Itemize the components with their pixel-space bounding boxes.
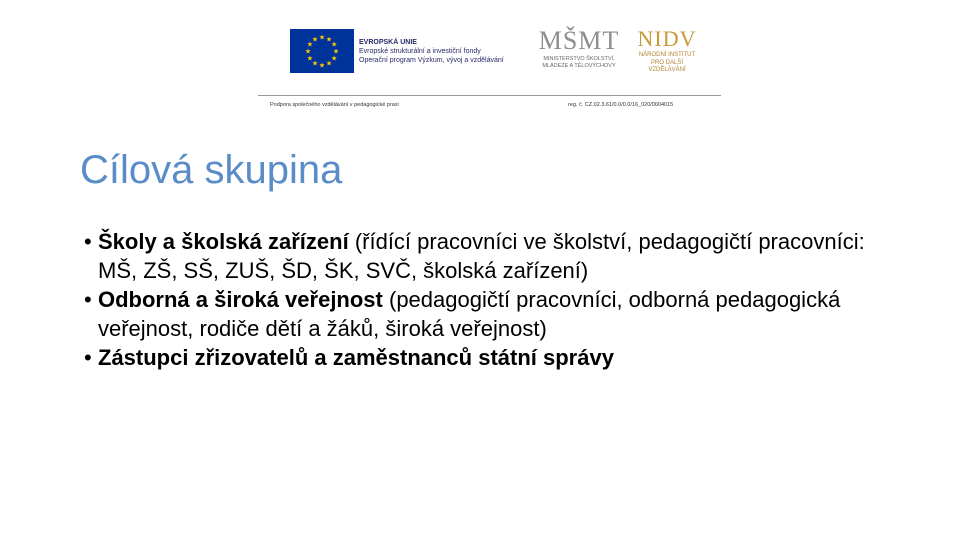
eu-star-icon: ★: [311, 36, 319, 44]
bullet-item: [84, 227, 904, 285]
registration-number: reg. č. CZ.02.3.61/0.0/0.0/16_020/0004015: [568, 102, 674, 108]
eu-star-icon: ★: [306, 55, 314, 63]
header-divider: [258, 95, 721, 96]
eu-star-icon: ★: [304, 48, 312, 56]
bullet-item: [84, 343, 904, 372]
bullet-item-text: (řídící pracovníci ve školství, pedagogičtí pracovníci: MŠ, ZŠ, SŠ, ZUŠ, ŠD, ŠK, SVČ, školská zařízení): [98, 229, 865, 283]
bullet-icon: •: [84, 345, 92, 370]
nidv-logo-text2: PRO DALŠÍ: [650, 59, 683, 66]
bullet-list: [84, 227, 904, 372]
eu-star-icon: ★: [318, 62, 326, 70]
eu-star-icon: ★: [311, 60, 319, 68]
eu-star-icon: ★: [318, 34, 326, 42]
bullet-icon: •: [84, 229, 92, 254]
nidv-logo-text1: NÁRODNÍ INSTITUT: [638, 52, 696, 58]
msmt-logo-text1: MINISTERSTVO ŠKOLSTVÍ,: [543, 56, 615, 62]
eu-logo: [290, 29, 520, 73]
bullet-item: [84, 285, 904, 343]
nidv-logo-text3: VZDĚLÁVÁNÍ: [648, 67, 686, 73]
bullet-icon: •: [84, 287, 92, 312]
bullet-item-text: (pedagogičtí pracovníci, odborná pedagogická veřejnost, rodiče dětí a žáků, široká veřejnost): [98, 287, 841, 341]
slide-title: Cílová skupina: [80, 148, 343, 192]
eu-star-icon: ★: [332, 48, 340, 56]
bullet-item-bold: Zástupci zřizovatelů a zaměstnanců státní správy: [98, 345, 614, 370]
eu-star-icon: ★: [325, 36, 333, 44]
eu-flag-icon: [290, 29, 354, 73]
msmt-logo-mark: MŠMT: [538, 26, 620, 55]
eu-star-icon: ★: [330, 41, 338, 49]
eu-logo-line2: Evropské strukturální a investiční fondy: [359, 47, 481, 55]
bullet-item-bold: Odborná a široká veřejnost: [98, 287, 383, 312]
msmt-logo-text2: MLÁDEŽE A TĚLOVÝCHOVY: [542, 63, 616, 69]
msmt-logo: [536, 26, 622, 76]
project-name: Podpora společného vzdělávání v pedagogické praxi: [270, 102, 399, 108]
eu-star-icon: ★: [330, 55, 338, 63]
bullet-item-bold: Školy a školská zařízení: [98, 229, 349, 254]
nidv-logo-mark: NIDV: [637, 26, 697, 51]
eu-logo-text: [359, 38, 504, 65]
nidv-logo: [630, 26, 704, 76]
eu-logo-line3: Operační program Výzkum, vývoj a vzdělávání: [359, 56, 504, 64]
eu-star-icon: ★: [306, 41, 314, 49]
eu-logo-line1: EVROPSKÁ UNIE: [359, 38, 417, 46]
eu-star-icon: ★: [325, 60, 333, 68]
